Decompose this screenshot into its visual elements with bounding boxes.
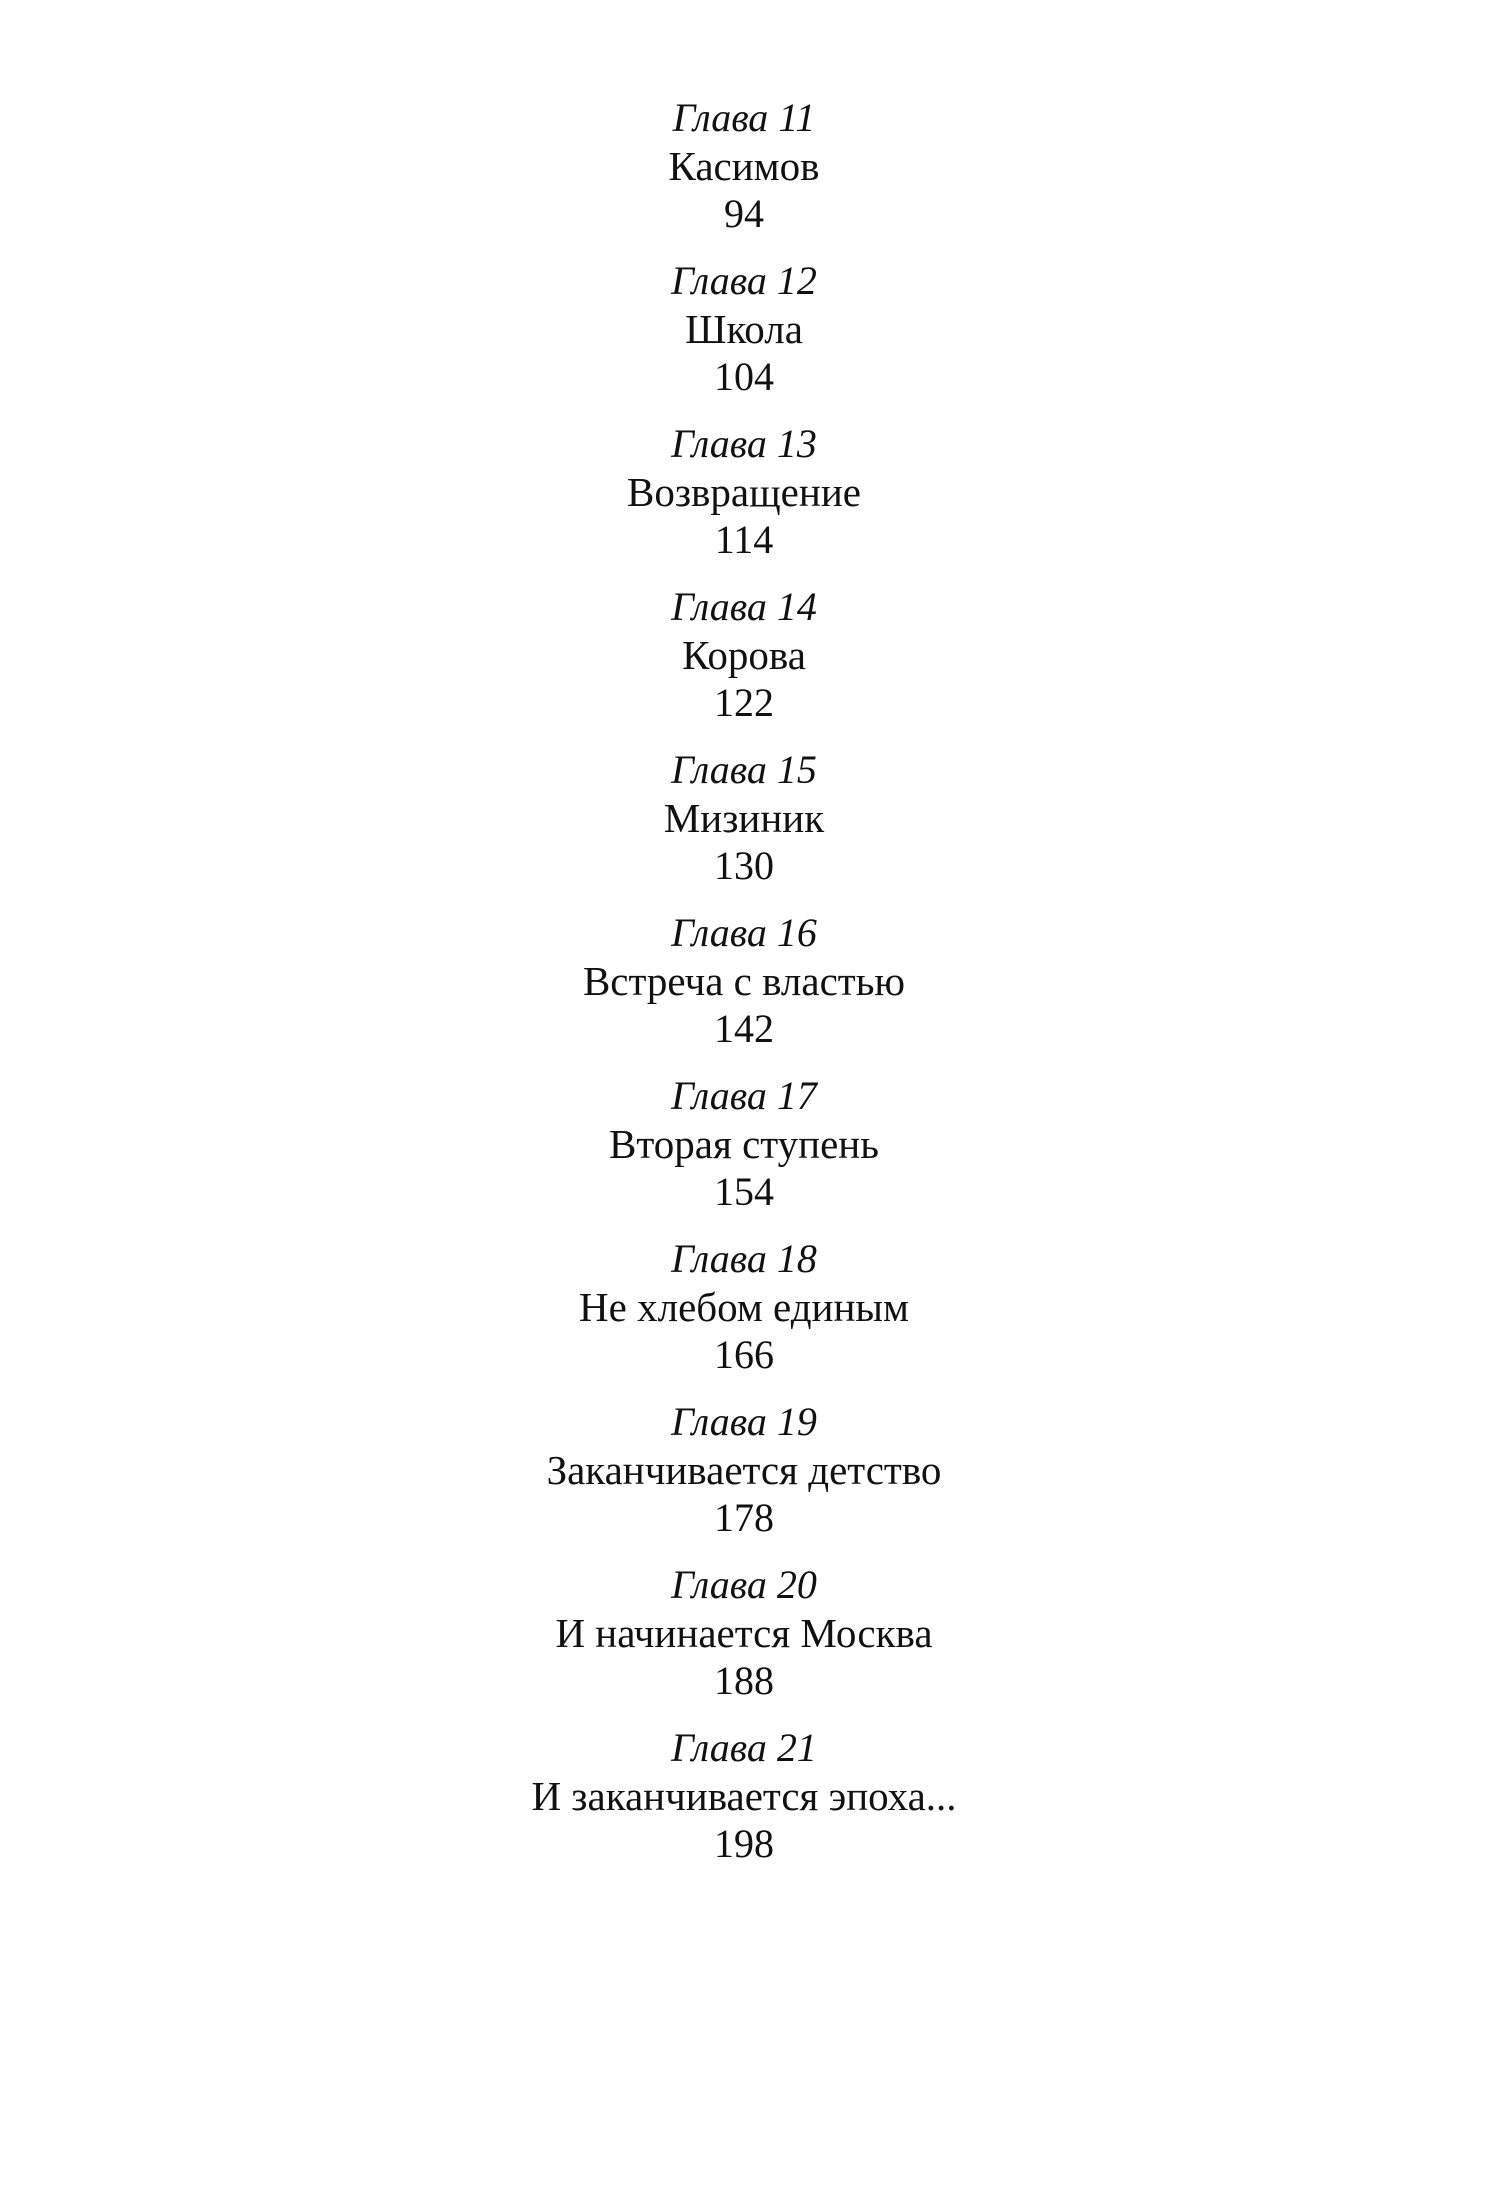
table-of-contents <box>0 90 1488 1883</box>
chapter-number: Глава 12 <box>671 258 817 303</box>
toc-entry-chapter-15[interactable] <box>0 742 1488 905</box>
toc-entry-chapter-13[interactable] <box>0 416 1488 579</box>
toc-entry-chapter-20[interactable] <box>0 1557 1488 1720</box>
chapter-number: Глава 13 <box>671 421 817 466</box>
chapter-title: И заканчивается эпоха... <box>531 1773 957 1819</box>
chapter-number: Глава 18 <box>671 1236 817 1281</box>
chapter-number: Глава 11 <box>672 95 816 140</box>
page-number: 178 <box>714 1495 774 1540</box>
chapter-number: Глава 16 <box>671 910 817 955</box>
toc-entry-chapter-11[interactable] <box>0 90 1488 253</box>
chapter-title: Возвращение <box>627 469 861 515</box>
page-number: 122 <box>714 680 774 725</box>
chapter-title: Вторая ступень <box>609 1121 879 1167</box>
toc-entry-chapter-14[interactable] <box>0 579 1488 742</box>
page-number: 104 <box>714 354 774 399</box>
toc-entry-chapter-18[interactable] <box>0 1231 1488 1394</box>
page-number: 142 <box>714 1006 774 1051</box>
chapter-title: Заканчивается детство <box>546 1447 942 1493</box>
page-number: 188 <box>714 1658 774 1703</box>
chapter-title: Не хлебом единым <box>579 1284 909 1330</box>
chapter-title: И начинается Москва <box>555 1610 933 1656</box>
chapter-number: Глава 15 <box>671 747 817 792</box>
chapter-number: Глава 14 <box>671 584 817 629</box>
chapter-title: Корова <box>682 632 806 678</box>
page-number: 130 <box>714 843 774 888</box>
toc-entry-chapter-19[interactable] <box>0 1394 1488 1557</box>
page-number: 114 <box>714 517 774 562</box>
chapter-title: Касимов <box>668 143 820 189</box>
chapter-number: Глава 20 <box>671 1562 817 1607</box>
page-number: 166 <box>714 1332 774 1377</box>
page-number: 198 <box>714 1821 774 1866</box>
chapter-title: Мизиник <box>663 795 825 841</box>
toc-entry-chapter-17[interactable] <box>0 1068 1488 1231</box>
page-number: 94 <box>724 191 764 236</box>
toc-entry-chapter-16[interactable] <box>0 905 1488 1068</box>
chapter-title: Школа <box>685 306 803 352</box>
chapter-number: Глава 19 <box>671 1399 817 1444</box>
chapter-title: Встреча с властью <box>582 958 906 1004</box>
toc-entry-chapter-21[interactable] <box>0 1720 1488 1883</box>
page-number: 154 <box>714 1169 774 1214</box>
chapter-number: Глава 21 <box>671 1725 817 1770</box>
toc-entry-chapter-12[interactable] <box>0 253 1488 416</box>
chapter-number: Глава 17 <box>671 1073 817 1118</box>
